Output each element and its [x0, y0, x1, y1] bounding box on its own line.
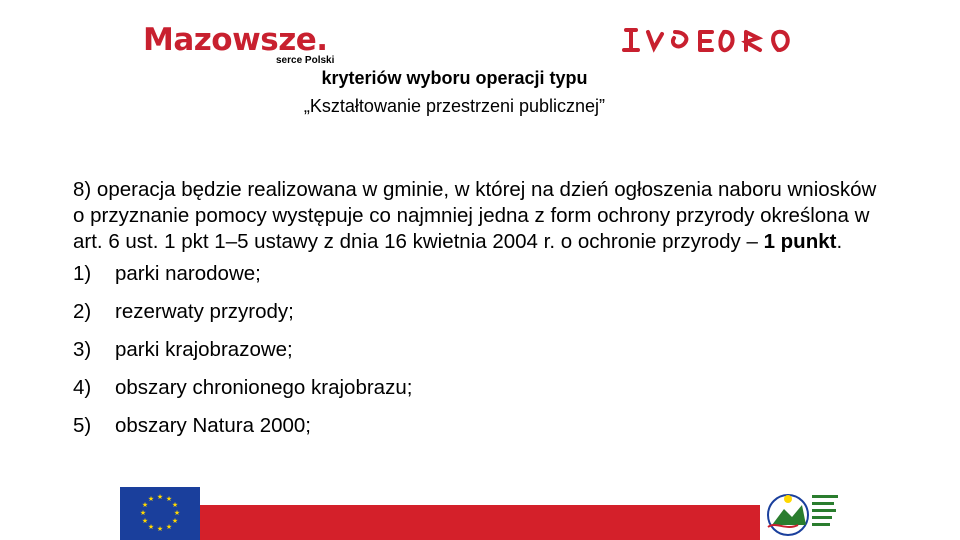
list-item-text: obszary chronionego krajobrazu;	[115, 376, 413, 399]
svg-text:★: ★	[171, 517, 179, 525]
list-item	[73, 261, 893, 299]
svg-text:★: ★	[141, 501, 149, 509]
leader-logo	[620, 22, 830, 58]
list-item-text: rezerwaty przyrody;	[115, 300, 294, 323]
list-item-number: 3)	[73, 338, 92, 361]
title-line-1: kryteriów wyboru operacji typu	[321, 68, 588, 88]
svg-text:★: ★	[165, 523, 173, 531]
mazowsze-logo	[143, 22, 353, 66]
list-item	[73, 299, 893, 337]
mazowsze-logo-tagline: serce Polski	[276, 55, 335, 66]
paragraph-text: 8) operacja będzie realizowana w gminie, w której na dzień ogłoszenia naboru wniosków o przyznanie pomocy występuje co najmniej jedna z form ochrony przyrody określona w art. 6 ust. 1 pkt 1–5 ustawy z dnia 16 kwietnia 2004 r. o ochronie przyrody –	[73, 178, 877, 253]
svg-text:★: ★	[156, 493, 164, 501]
paragraph-points: 1 punkt	[763, 230, 837, 253]
svg-text:★: ★	[141, 517, 149, 525]
svg-text:★: ★	[147, 523, 155, 531]
title-line-2: „Kształtowanie przestrzeni publicznej”	[303, 96, 606, 116]
list-item-number: 5)	[73, 414, 92, 437]
svg-text:★: ★	[156, 525, 164, 533]
list-item-number: 2)	[73, 300, 92, 323]
protection-forms-list	[73, 261, 893, 451]
svg-text:★: ★	[165, 495, 173, 503]
svg-text:★: ★	[147, 495, 155, 503]
svg-text:★: ★	[171, 501, 179, 509]
footer-red-bar	[120, 505, 760, 540]
eu-flag-icon	[120, 487, 200, 540]
prow-logo-icon	[762, 485, 842, 540]
list-item-text: obszary Natura 2000;	[115, 414, 312, 437]
criterion-body	[73, 177, 893, 451]
list-item	[73, 375, 893, 413]
mazowsze-logo-word: Mazowsze.	[143, 22, 328, 58]
criterion-paragraph	[73, 177, 893, 255]
list-item-text: parki narodowe;	[115, 262, 261, 285]
list-item-number: 1)	[73, 262, 92, 285]
list-item	[73, 337, 893, 375]
paragraph-end: .	[836, 230, 843, 253]
list-item-text: parki krajobrazowe;	[115, 338, 293, 361]
svg-text:★: ★	[139, 509, 147, 517]
list-item	[73, 413, 893, 451]
list-item-number: 4)	[73, 376, 92, 399]
svg-text:★: ★	[173, 509, 181, 517]
